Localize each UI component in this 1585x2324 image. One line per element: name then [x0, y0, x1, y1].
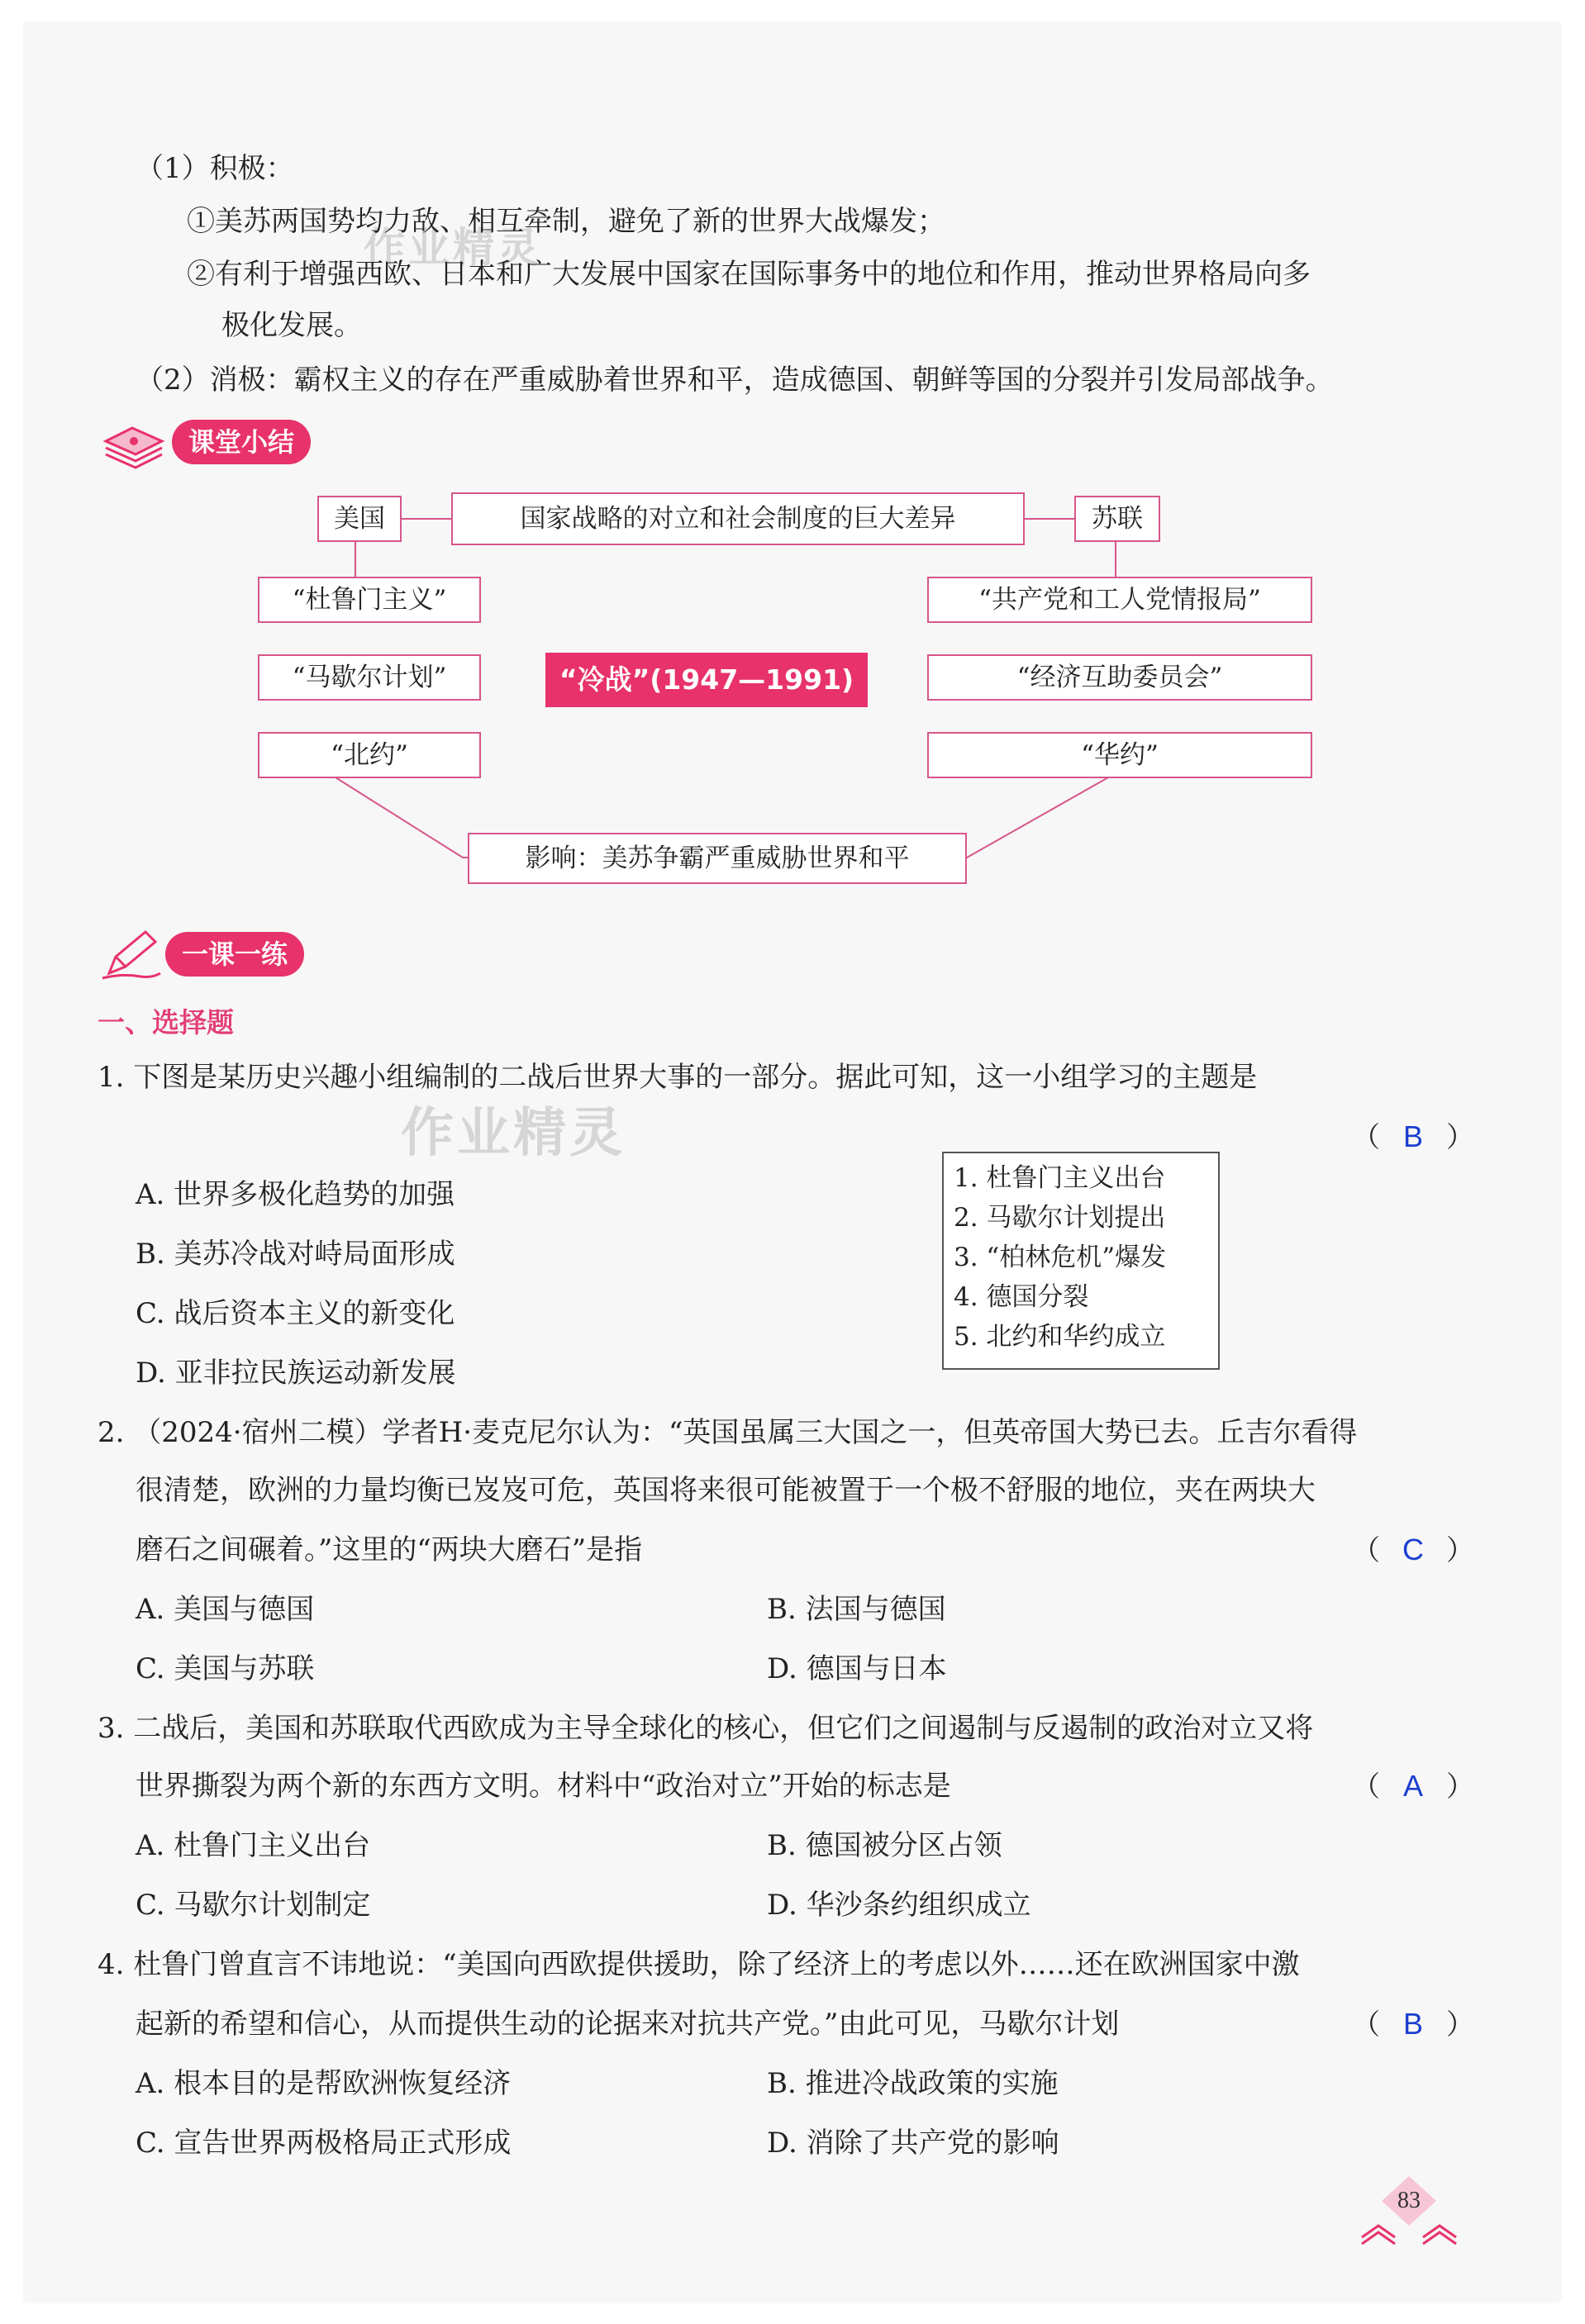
- mindmap-ussr: 苏联: [1074, 496, 1160, 542]
- event-item: 4. 德国分裂: [954, 1282, 1089, 1312]
- mindmap-warsaw-pact: “华约”: [927, 732, 1312, 778]
- mindmap-root-cause: 国家战略的对立和社会制度的巨大差异: [451, 492, 1025, 545]
- question-3-option-c: C. 马歇尔计划制定: [136, 1889, 371, 1922]
- mindmap-cominform: “共产党和工人党情报局”: [927, 577, 1312, 623]
- question-4-stem-line-1: 4. 杜鲁门曾直言不讳地说：“美国向西欧提供援助，除了经济上的考虑以外……还在欧洲国家中激: [98, 1948, 1300, 1981]
- section-tag-summary: 课堂小结: [172, 420, 311, 464]
- intro-positive-point-1: ①美苏两国势均力敌、相互牵制，避免了新的世界大战爆发；: [187, 205, 945, 238]
- question-2-option-d: D. 德国与日本: [767, 1652, 947, 1685]
- question-4-option-d: D. 消除了共产党的影响: [767, 2127, 1059, 2160]
- event-item: 2. 马歇尔计划提出: [954, 1203, 1166, 1233]
- mindmap-impact: 影响：美苏争霸严重威胁世界和平: [468, 833, 967, 884]
- answer-letter: B: [1402, 1119, 1423, 1153]
- mindmap-marshall-plan: “马歇尔计划”: [258, 654, 481, 701]
- intro-positive-label: （1）积极：: [136, 152, 294, 185]
- question-1-event-list: [942, 1152, 1220, 1370]
- answer-letter: C: [1402, 1533, 1424, 1566]
- event-item: 1. 杜鲁门主义出台: [954, 1163, 1166, 1193]
- question-4-option-b: B. 推进冷战政策的实施: [767, 2067, 1059, 2100]
- question-3-stem-line-1: 3. 二战后，美国和苏联取代西欧成为主导全球化的核心，但它们之间遏制与反遏制的政治对立又将: [98, 1712, 1314, 1745]
- question-2-option-a: A. 美国与德国: [136, 1593, 315, 1626]
- event-item: 5. 北约和华约成立: [954, 1322, 1166, 1352]
- mindmap-nato: “北约”: [258, 732, 481, 778]
- intro-positive-point-2: ②有利于增强西欧、日本和广大发展中国家在国际事务中的地位和作用，推动世界格局向多: [187, 258, 1311, 291]
- section-heading-choice: 一、选择题: [98, 1006, 234, 1038]
- question-2-stem-line-2: 很清楚，欧洲的力量均衡已岌岌可危，英国将来很可能被置于一个极不舒服的地位，夹在两块大: [136, 1474, 1316, 1507]
- question-3-answer: （ A ）: [1352, 1769, 1474, 1804]
- question-4-option-a: A. 根本目的是帮欧洲恢复经济: [136, 2067, 512, 2100]
- question-4-stem-line-2: 起新的希望和信心，从而提供生动的论据来对抗共产党。”由此可见，马歇尔计划: [136, 2008, 1120, 2041]
- question-3-stem-line-2: 世界撕裂为两个新的东西方文明。材料中“政治对立”开始的标志是: [136, 1770, 951, 1803]
- answer-letter: A: [1402, 1769, 1423, 1803]
- question-4-answer: （ B ）: [1352, 2007, 1474, 2041]
- question-4-option-c: C. 宣告世界两极格局正式形成: [136, 2127, 512, 2160]
- mindmap-connectors: [0, 0, 1585, 909]
- answer-letter: B: [1402, 2007, 1423, 2041]
- question-1-option-b: B. 美苏冷战对峙局面形成: [136, 1238, 455, 1271]
- question-3-option-d: D. 华沙条约组织成立: [767, 1889, 1031, 1922]
- question-3-option-b: B. 德国被分区占领: [767, 1829, 1002, 1862]
- question-2-option-b: B. 法国与德国: [767, 1593, 946, 1626]
- question-2-answer: （ C ）: [1352, 1533, 1474, 1567]
- question-1-option-a: A. 世界多极化趋势的加强: [136, 1178, 455, 1211]
- question-1-stem: 1. 下图是某历史兴趣小组编制的二战后世界大事的一部分。据此可知，这一小组学习的主题是: [98, 1061, 1258, 1094]
- pencil-icon: [98, 927, 164, 981]
- question-3-option-a: A. 杜鲁门主义出台: [136, 1829, 371, 1862]
- mindmap-truman-doctrine: “杜鲁门主义”: [258, 577, 481, 623]
- event-item: 3. “柏林危机”爆发: [954, 1243, 1167, 1272]
- mindmap-cold-war: “冷战”(1947—1991): [545, 653, 868, 707]
- question-2-stem-line-3: 磨石之间碾着。”这里的“两块大磨石”是指: [136, 1533, 643, 1566]
- watermark: 作业精灵: [364, 224, 542, 272]
- mindmap-comecon: “经济互助委员会”: [927, 654, 1312, 701]
- question-2-option-c: C. 美国与苏联: [136, 1652, 315, 1685]
- question-1-answer: （ B ）: [1352, 1119, 1474, 1154]
- section-tag-practice: 一课一练: [165, 932, 304, 977]
- question-2-stem-line-1: 2. （2024·宿州二模）学者H·麦克尼尔认为：“英国虽属三大国之一，但英帝国大势已去。丘吉尔看得: [98, 1416, 1358, 1449]
- question-1-option-d: D. 亚非拉民族运动新发展: [136, 1357, 456, 1390]
- mindmap-usa: 美国: [317, 496, 402, 542]
- watermark: 作业精灵: [401, 1103, 626, 1164]
- intro-positive-point-2-cont: 极化发展。: [221, 309, 362, 342]
- page-number: 83: [1397, 2188, 1421, 2213]
- question-1-option-c: C. 战后资本主义的新变化: [136, 1297, 455, 1330]
- intro-negative: （2）消极：霸权主义的存在严重威胁着世界和平，造成德国、朝鲜等国的分裂并引发局部战争。: [136, 364, 1334, 397]
